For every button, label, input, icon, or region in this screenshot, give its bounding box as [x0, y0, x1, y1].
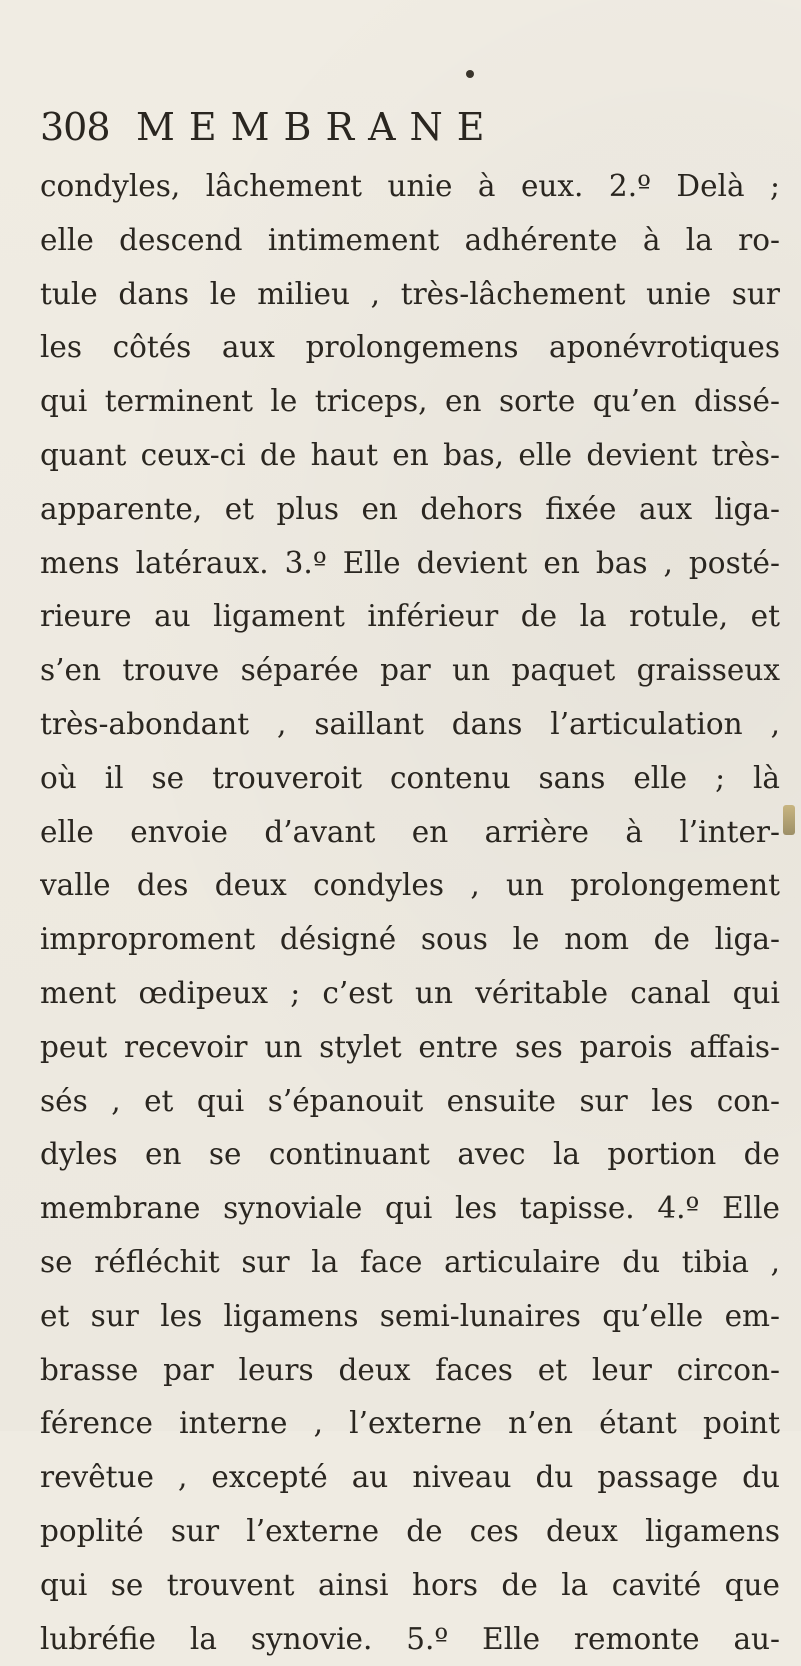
text-line: tule dans le milieu , très-lâchement unie sur: [40, 276, 780, 311]
text-line: s’en trouve séparée par un paquet graisseux: [40, 653, 780, 688]
text-line: brasse par leurs deux faces et leur circon-: [40, 1352, 780, 1387]
text-line: où il se trouveroit contenu sans elle ; là: [40, 760, 780, 795]
text-line: valle des deux condyles , un prolongement: [40, 868, 780, 903]
text-line: lubréfie la synovie. 5.º Elle remonte au-: [40, 1621, 780, 1656]
text-line: mens latéraux. 3.º Elle devient en bas , posté-: [40, 545, 780, 580]
text-line: elle descend intimement adhérente à la ro-: [40, 222, 780, 257]
text-line: quant ceux-ci de haut en bas, elle devient très-: [40, 437, 780, 472]
text-line: dyles en se continuant avec la portion de: [40, 1137, 780, 1172]
text-line: qui terminent le triceps, en sorte qu’en dissé-: [40, 384, 780, 419]
text-line: revêtue , excepté au niveau du passage du: [40, 1460, 780, 1495]
text-line: peut recevoir un stylet entre ses parois affais-: [40, 1029, 780, 1064]
text-line: rieure au ligament inférieur de la rotule, et: [40, 599, 780, 634]
text-line: férence interne , l’externe n’en étant point: [40, 1406, 780, 1441]
text-line: condyles, lâchement unie à eux. 2.º Delà ;: [40, 169, 780, 203]
text-line: elle envoie d’avant en arrière à l’inter-: [40, 814, 780, 849]
text-line: poplité sur l’externe de ces deux ligamens: [40, 1513, 780, 1548]
text-line: membrane synoviale qui les tapisse. 4.º Elle: [40, 1191, 780, 1226]
text-line: et sur les ligamens semi-lunaires qu’elle em-: [40, 1298, 780, 1333]
page-number: 308: [40, 105, 110, 149]
text-line: improproment désigné sous le nom de liga-: [40, 922, 780, 957]
header-ornament-dot: [466, 70, 474, 78]
text-line: apparente, et plus en dehors fixée aux liga-: [40, 491, 780, 526]
page-header: [40, 105, 780, 155]
running-title: MEMBRANE: [136, 105, 499, 149]
text-line: se réfléchit sur la face articulaire du tibia ,: [40, 1244, 780, 1279]
text-line: ment œdipeux ; c’est un véritable canal qui: [40, 975, 780, 1010]
text-line: très-abondant , saillant dans l’articulation ,: [40, 706, 780, 741]
text-line: sés , et qui s’épanouit ensuite sur les con-: [40, 1083, 780, 1118]
margin-stain: [783, 805, 795, 835]
text-line: les côtés aux prolongemens aponévrotiques: [40, 330, 780, 365]
text-line: qui se trouvent ainsi hors de la cavité que: [40, 1567, 780, 1602]
body-text: [40, 160, 780, 1666]
